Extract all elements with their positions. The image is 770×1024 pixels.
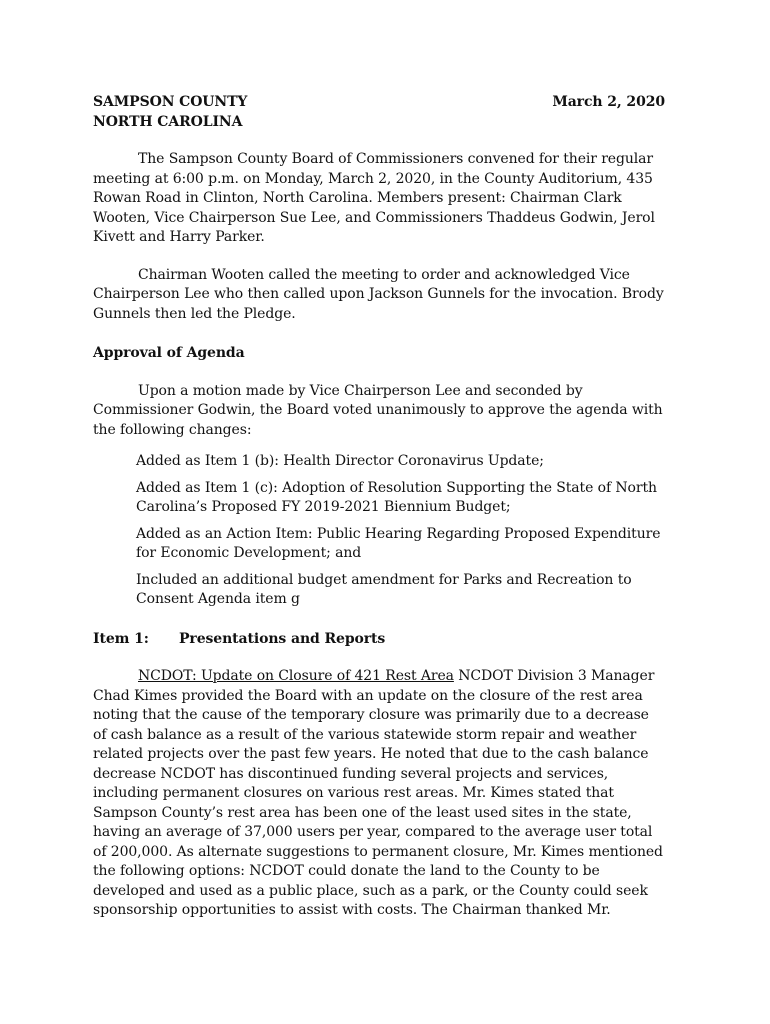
- agenda-change-item: Added as Item 1 (b): Health Director Coronavirus Update;: [136, 453, 544, 469]
- document-header: [93, 93, 665, 132]
- state-name: NORTH CAROLINA: [93, 113, 243, 130]
- agenda-intro-paragraph: Upon a motion made by Vice Chairperson Lee and seconded by Commissioner Godwin, the Board voted unanimously to approve the agenda with the following changes:: [93, 382, 663, 438]
- ncdot-subheading: NCDOT: Update on Closure of 421 Rest Area: [138, 668, 454, 684]
- agenda-change-item: Included an additional budget amendment for Parks and Recreation to Consent Agenda item g: [136, 571, 632, 607]
- call-to-order-paragraph: Chairman Wooten called the meeting to order and acknowledged Vice Chairperson Lee who then called upon Jackson Gunnels for the invocation. Brody Gunnels then led the Pledge.: [93, 266, 664, 322]
- item-number: Item 1:: [93, 630, 149, 647]
- item-title: Presentations and Reports: [179, 630, 386, 647]
- ncdot-update-paragraph: [93, 667, 665, 921]
- ncdot-body-text: NCDOT Division 3 Manager Chad Kimes provided the Board with an update on the closure of the rest area noting that the cause of the temporary closure was primarily due to a decrease of cash balance as a result of the various statewide storm repair and weather related projects over the past few years. He noted that due to the cash balance decrease NCDOT has discontinued funding several projects and services, including permanent closures on various rest areas. Mr. Kimes stated that Sampson County’s rest area has been one of the least used sites in the state, having an average of 37,000 users per year, compared to the average user total of 200,000. As alternate suggestions to permanent closure, Mr. Kimes mentioned the following options: NCDOT could donate the land to the County to be developed and used as a public place, such as a park, or the County could seek sponsorship opportunities to assist with costs. The Chairman thanked Mr.: [93, 668, 663, 918]
- agenda-change-item: Added as Item 1 (c): Adoption of Resolution Supporting the State of North Carolina’s Proposed FY 2019-2021 Biennium Budget;: [136, 479, 657, 515]
- item-1-heading: [93, 630, 665, 650]
- agenda-heading: Approval of Agenda: [93, 345, 245, 361]
- agenda-change-item: Added as an Action Item: Public Hearing Regarding Proposed Expenditure for Economic Development; and: [136, 525, 661, 561]
- county-name: SAMPSON COUNTY: [93, 94, 248, 110]
- document-content: [93, 93, 665, 921]
- opening-paragraph: The Sampson County Board of Commissioners convened for their regular meeting at 6:00 p.m. on Monday, March 2, 2020, in the County Auditorium, 435 Rowan Road in Clinton, North Carolina. Members present: Chairman Clark Wooten, Vice Chairperson Sue Lee, and Commissioners Thaddeus Godwin, Jerol Kivett and Harry Parker.: [93, 151, 655, 245]
- meeting-date: March 2, 2020: [552, 94, 665, 110]
- header-location: [93, 93, 247, 132]
- agenda-changes-list: [136, 452, 665, 610]
